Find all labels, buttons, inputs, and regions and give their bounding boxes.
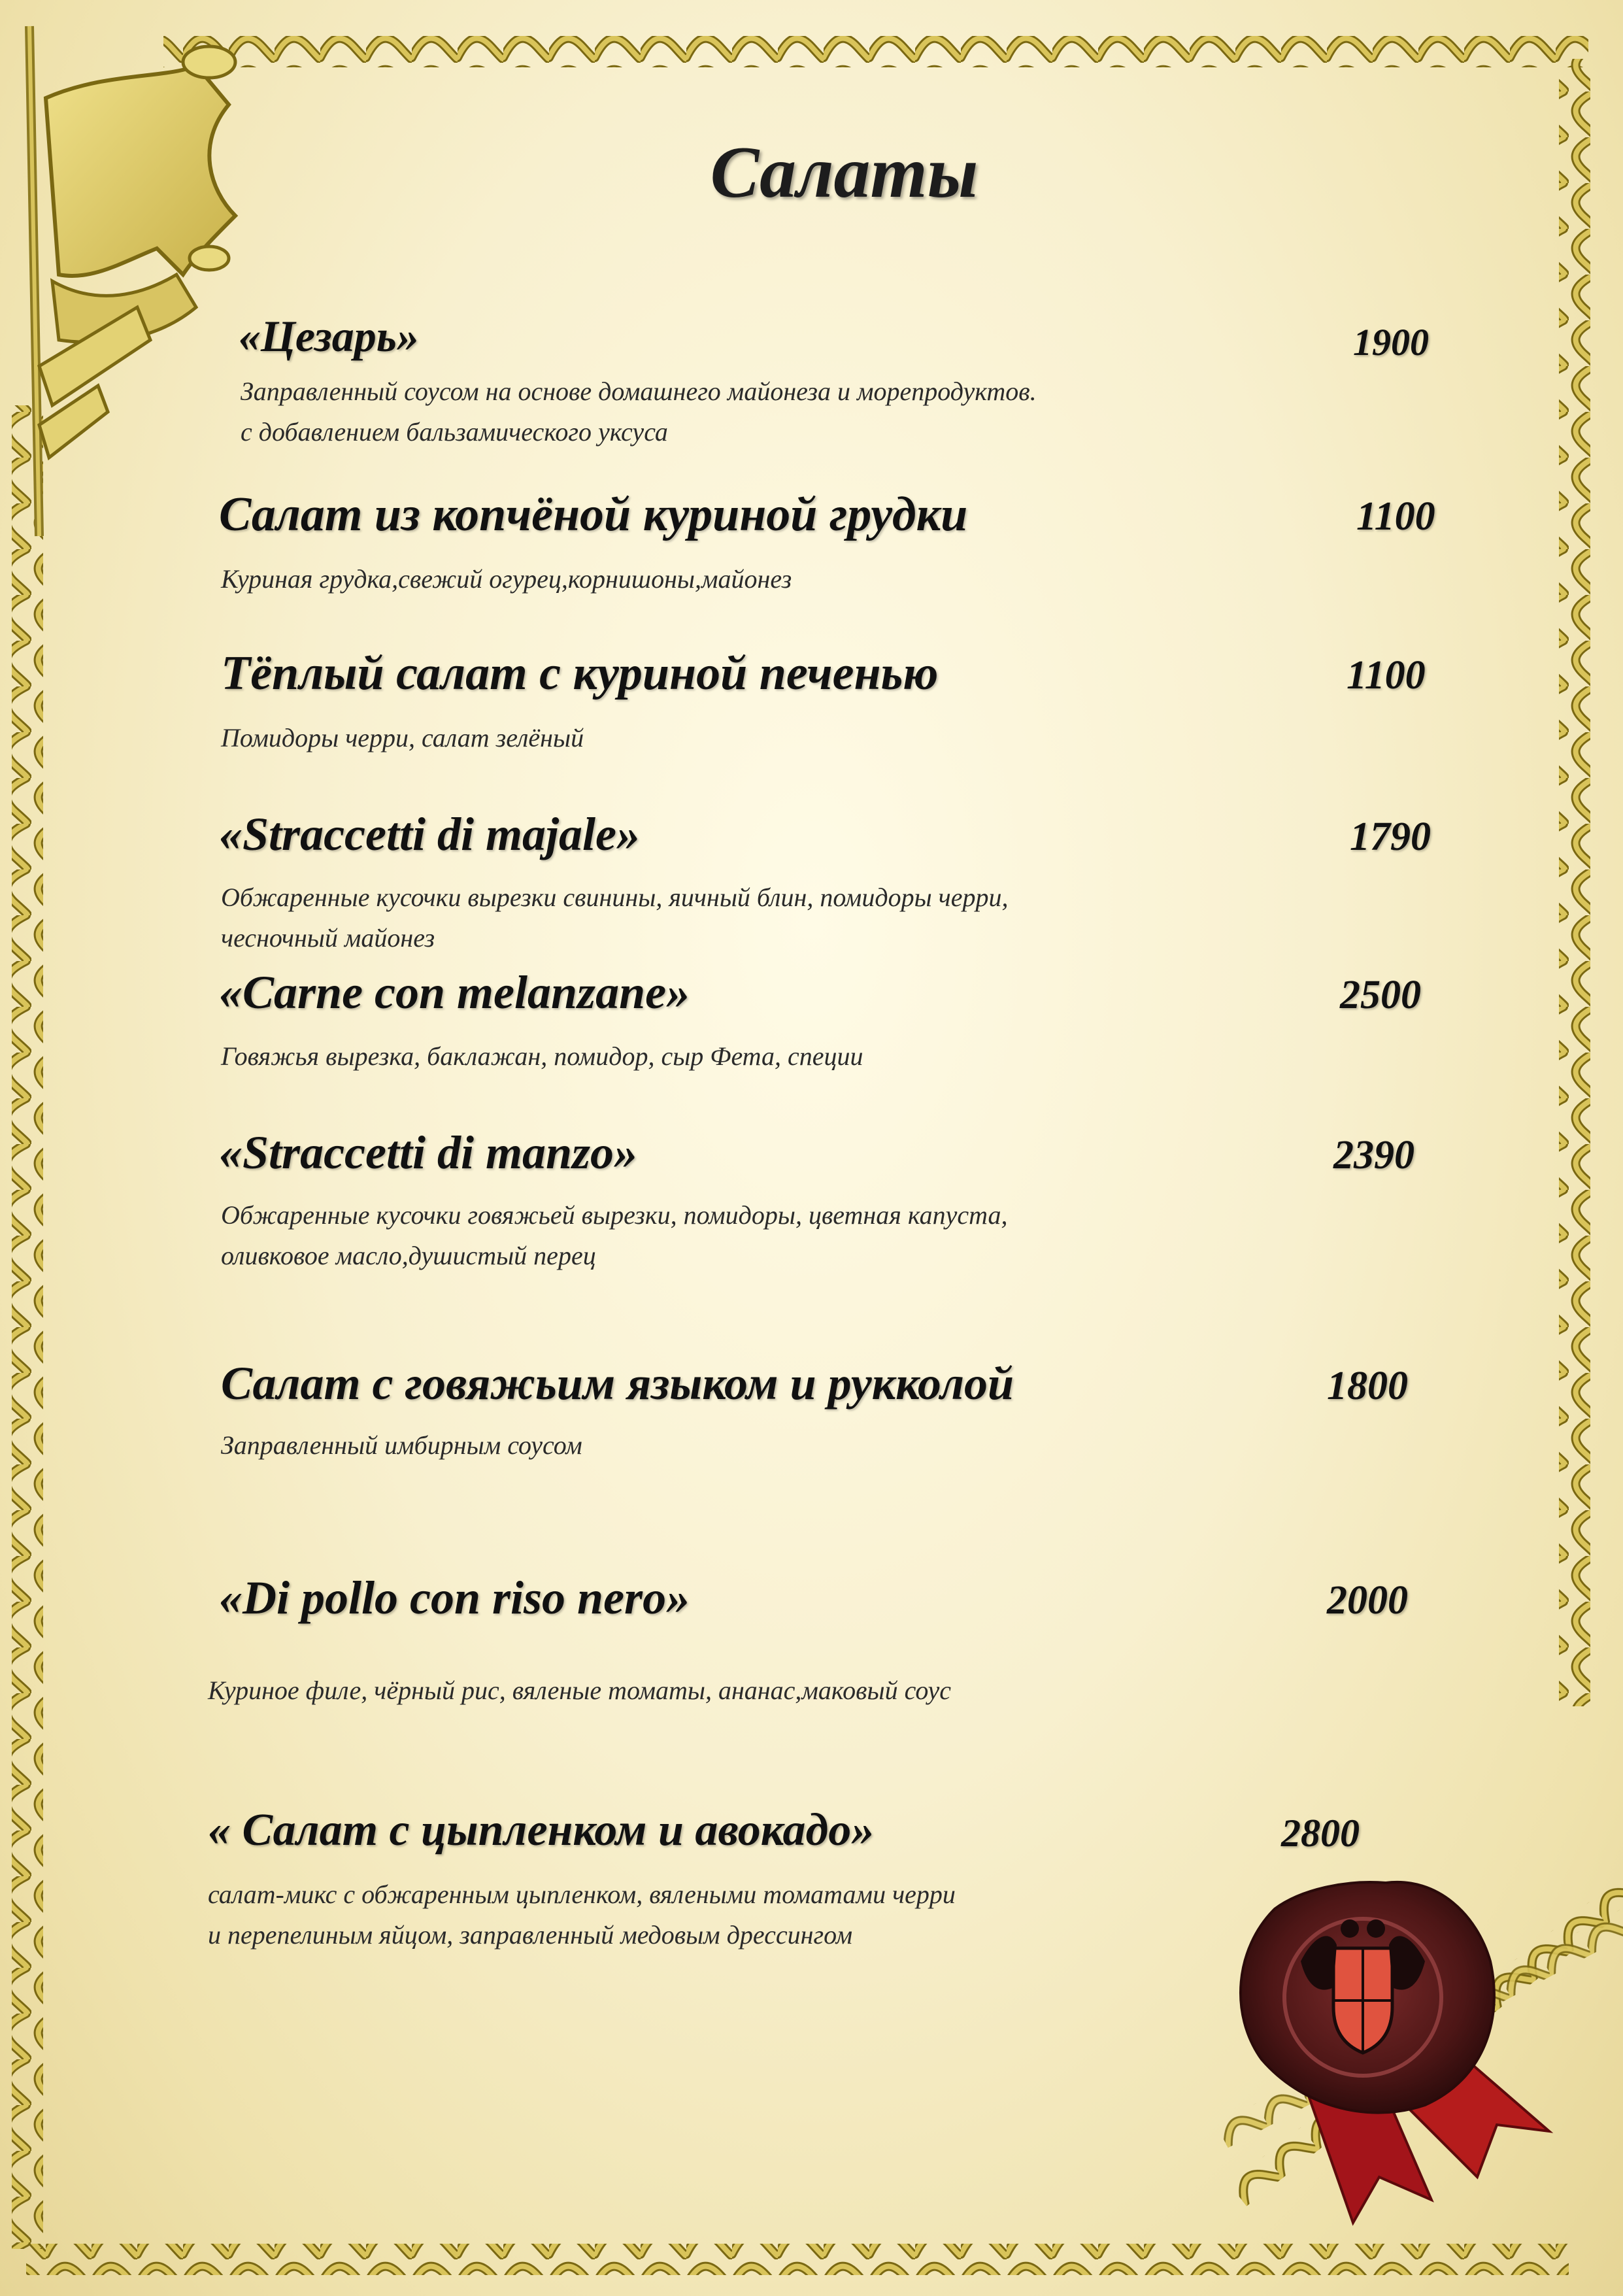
item-desc-line: Куриное филе, чёрный рис, вяленые томаты, ананас,маковый соус — [208, 1676, 952, 1705]
item-desc-line: Помидоры черри, салат зелёный — [221, 723, 584, 752]
item-desc-line: салат-микс с обжаренным цыпленком, вялеными томатами черри — [208, 1880, 956, 1909]
item-price: 1900 — [1353, 321, 1429, 363]
item-desc — [221, 718, 584, 758]
item-price: 2500 — [1340, 973, 1421, 1017]
item-desc-line: Заправленный соусом на основе домашнего майонеза и морепродуктов. — [241, 377, 1037, 406]
item-price: 1100 — [1356, 494, 1435, 539]
item-price: 2800 — [1281, 1812, 1360, 1855]
item-desc-line: Заправленный имбирным соусом — [221, 1430, 582, 1460]
item-desc-line: Куриная грудка,свежий огурец,корнишоны,майонез — [221, 564, 792, 594]
item-price: 2000 — [1327, 1578, 1408, 1623]
item-name: Тёплый салат с куриной печенью — [221, 647, 939, 700]
item-name: «Carne con melanzane» — [219, 966, 690, 1019]
logo-banner — [29, 26, 235, 536]
item-name: Салат с говяжьим языком и рукколой — [221, 1357, 1014, 1410]
item-desc — [208, 1874, 956, 1955]
item-desc — [221, 1425, 582, 1466]
item-desc-line: Говяжья вырезка, баклажан, помидор, сыр Фета, специи — [221, 1041, 863, 1071]
item-name: « Салат с цыпленком и авокадо» — [208, 1805, 875, 1855]
item-name: Салат из копчёной куриной грудки — [219, 488, 968, 541]
item-desc — [221, 877, 1009, 958]
page-title: Салаты — [710, 132, 979, 213]
item-desc — [221, 1195, 1007, 1276]
item-desc-line: оливковое масло,душистый перец — [221, 1241, 596, 1270]
item-desc — [241, 371, 1037, 452]
item-desc-line: Обжаренные кусочки вырезки свинины, яичный блин, помидоры черри, — [221, 883, 1009, 912]
item-price: 1800 — [1327, 1364, 1408, 1408]
item-desc — [208, 1670, 951, 1711]
item-desc — [221, 1036, 863, 1077]
item-desc-line: и перепелиным яйцом, заправленный медовым дрессингом — [208, 1920, 853, 1950]
item-desc-line: с добавлением бальзамического уксуса — [241, 417, 668, 447]
item-desc-line: чесночный майонез — [221, 923, 435, 953]
item-price: 1100 — [1347, 653, 1426, 698]
item-desc-line: Обжаренные кусочки говяжьей вырезки, помидоры, цветная капуста, — [221, 1200, 1008, 1230]
item-desc — [221, 559, 792, 599]
item-price: 2390 — [1333, 1133, 1414, 1177]
item-name: «Straccetti di majale» — [219, 808, 640, 860]
item-name: «Straccetti di manzo» — [219, 1126, 638, 1179]
item-price: 1790 — [1350, 815, 1431, 859]
item-name: «Di pollo con riso nero» — [219, 1572, 690, 1624]
item-name: «Цезарь» — [239, 311, 419, 361]
